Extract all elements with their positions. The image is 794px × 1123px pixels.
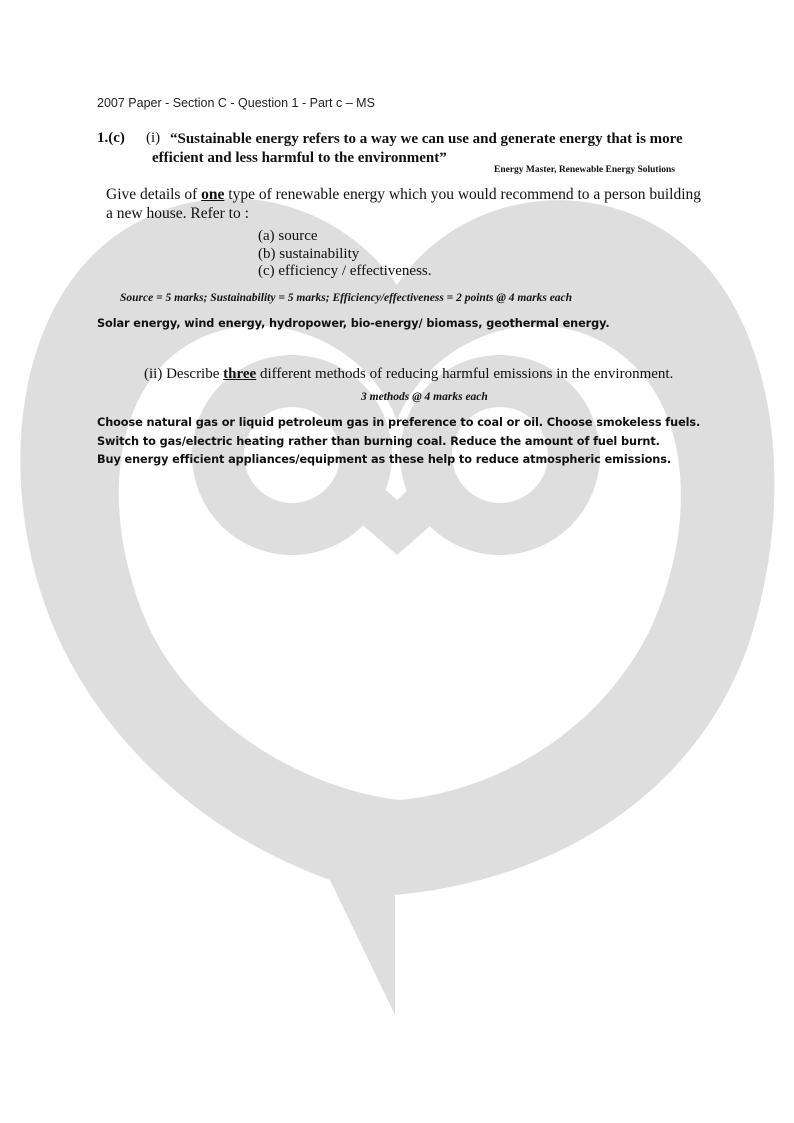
point-source: (a) source xyxy=(258,228,318,244)
point-efficiency: (c) efficiency / effectiveness. xyxy=(258,263,432,279)
part-i-label: (i) xyxy=(146,130,161,146)
answer-ii-line: Choose natural gas or liquid petroleum gas in preference to coal or oil. Choose smokeless fuels. xyxy=(97,416,701,429)
page-header: 2007 Paper - Section C - Question 1 - Part c – MS xyxy=(97,96,375,110)
question-number: 1.(c) xyxy=(97,130,125,146)
quote-line-1: “Sustainable energy refers to a way we can use and generate energy that is more xyxy=(170,131,683,147)
task-text-start: Give details of xyxy=(106,186,202,203)
task-emphasis: one xyxy=(201,186,225,203)
quote-line-2: efficient and less harmful to the environment” xyxy=(152,150,447,166)
answer-ii-line: Switch to gas/electric heating rather than burning coal. Reduce the amount of fuel burnt. xyxy=(97,434,660,448)
quote-source: Energy Master, Renewable Energy Solutions xyxy=(494,165,675,175)
part-ii-text-start: Describe xyxy=(162,366,224,382)
answer-ii xyxy=(97,414,700,470)
part-ii-emphasis: three xyxy=(223,366,257,382)
quote xyxy=(152,130,710,168)
part-ii-label: (ii) xyxy=(144,366,163,382)
marking-scheme-ii: 3 methods @ 4 marks each xyxy=(361,391,488,403)
answer-i: Solar energy, wind energy, hydropower, bio-energy/ biomass, geothermal energy. xyxy=(97,317,610,330)
task-instruction xyxy=(106,185,706,223)
answer-ii-line: Buy energy efficient appliances/equipment as these help to reduce atmospheric emissions. xyxy=(97,453,672,466)
refer-points-list xyxy=(258,228,432,281)
task-text-end: type of renewable energy which you would recommend to a person building a new house. Refer to : xyxy=(106,186,702,222)
marking-scheme-i: Source = 5 marks; Sustainability = 5 marks; Efficiency/effectiveness = 2 points @ 4 marks each xyxy=(120,292,573,304)
part-ii-question xyxy=(144,366,673,383)
part-ii-text-end: different methods of reducing harmful emissions in the environment. xyxy=(256,366,674,382)
point-sustainability: (b) sustainability xyxy=(258,245,360,262)
